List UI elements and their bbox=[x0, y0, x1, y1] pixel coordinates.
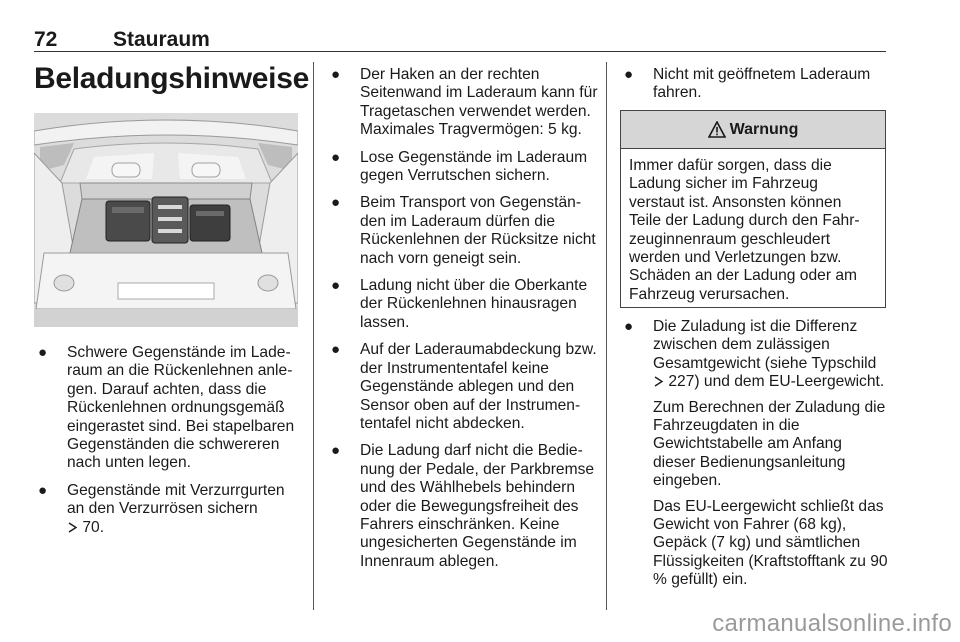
list-item: ● Auf der Laderaumabdeckung bzw. der Instrumententafel keine Gegenstände ablegen und den Sensor oben auf der Instrumententafel nicht abdecken. bbox=[331, 341, 597, 432]
page-reference-arrow-icon bbox=[653, 376, 664, 387]
warning-box bbox=[620, 110, 886, 308]
list-item: ● Die Ladung darf nicht die Bedienung der Pedale, der Parkbremse und des Wählhebels behindern oder die Bewegungsfreiheit des Fahrers einschränken. Keine ungesicherten Gegenstände im Innenraum ablegen. bbox=[331, 442, 595, 570]
list-item: ● Der Haken an der rechten Seitenwand im Laderaum kann für Tragetaschen verwendet werden. Maximales Tragvermögen: 5 kg. bbox=[331, 66, 598, 139]
list-item: ● Ladung nicht über die Oberkante der Rückenlehnen hinausragen lassen. bbox=[331, 277, 588, 331]
bullet-icon: ● bbox=[38, 481, 48, 499]
bullet-icon: ● bbox=[38, 344, 48, 361]
bullet-icon: ● bbox=[624, 66, 634, 83]
column-3-top bbox=[620, 66, 888, 112]
warning-title: Warnung bbox=[729, 120, 799, 138]
bullet-icon: ● bbox=[331, 277, 341, 295]
paragraph: Zum Berechnen der Zuladung die Fahrzeugdaten in die Gewichtstabelle am Anfang dieser Bedienungsanleitung eingeben. bbox=[653, 398, 886, 490]
page-number: 72 bbox=[34, 28, 58, 51]
bullet-icon: ● bbox=[624, 318, 634, 335]
page-reference-arrow-icon bbox=[67, 522, 78, 533]
column-1 bbox=[34, 344, 302, 546]
column-divider-right bbox=[606, 62, 607, 610]
warning-header bbox=[621, 111, 885, 149]
bullet-icon: ● bbox=[331, 66, 341, 83]
column-3-bottom bbox=[620, 318, 888, 599]
bullet-icon: ● bbox=[331, 442, 341, 460]
list-item: ● Die Zuladung ist die Differenz zwischen dem zulässigen Gesamtgewicht (siehe Typschild 227) und dem EU-Leergewicht. Zum Berechnen der Zuladung die Fahrzeugdaten in die Gewichtstabelle am Anfang dieser Bedienungsanleitung eingeben. Das EU-Leergewicht schließt das Gewicht von Fahrer (68 kg), Gepäck (7 kg) und sämtlichen Flüssigkeiten (Kraftstofftank zu 90 % gefüllt) ein. bbox=[624, 318, 888, 589]
chapter-title: Stauraum bbox=[113, 28, 210, 51]
column-2 bbox=[327, 66, 599, 580]
page-reference[interactable]: 227 bbox=[668, 373, 695, 391]
section-heading: Beladungshinweise bbox=[34, 62, 309, 95]
page-header bbox=[34, 26, 886, 52]
warning-triangle-icon bbox=[708, 121, 726, 138]
bullet-icon: ● bbox=[331, 148, 341, 166]
paragraph: Das EU-Leergewicht schließt das Gewicht von Fahrer (68 kg), Gepäck (7 kg) und sämtlichen Flüssigkeiten (Kraftstofftank zu 90 % gefüllt) ein. bbox=[653, 497, 888, 589]
list-item: ● Lose Gegenstände im Laderaum gegen Verrutschen sichern. bbox=[331, 148, 588, 185]
page-reference[interactable]: 70. bbox=[82, 518, 105, 536]
list-item: ● Schwere Gegenstände im Laderaum an die Rückenlehnen anlegen. Darauf achten, dass die Rückenlehnen ordnungsgemäß eingerastet sind. Bei stapelbaren Gegenständen die schwereren nach unten legen. bbox=[38, 344, 295, 472]
trunk-loading-illustration bbox=[34, 113, 298, 327]
list-item: ● Nicht mit geöffnetem Laderaum fahren. bbox=[624, 66, 871, 102]
watermark-text: carmanualsonline.info bbox=[712, 610, 952, 637]
list-item: ● Gegenstände mit Verzurrgurten an den Verzurrösen sichern 70. bbox=[38, 481, 285, 536]
bullet-icon: ● bbox=[331, 341, 341, 359]
warning-text: Immer dafür sorgen, dass die Ladung sicher im Fahrzeug verstaut ist. Ansonsten können Teile der Ladung durch den Fahrzeuginnenraum geschleudert werden und Verletzungen bzw. Schäden an der Ladung oder am Fahrzeug verursachen. bbox=[629, 157, 860, 303]
bullet-icon: ● bbox=[331, 194, 341, 212]
list-item: ● Beim Transport von Gegenständen im Laderaum dürfen die Rückenlehnen der Rücksitze nicht nach vorn geneigt sein. bbox=[331, 194, 596, 267]
column-divider-left bbox=[313, 62, 314, 610]
